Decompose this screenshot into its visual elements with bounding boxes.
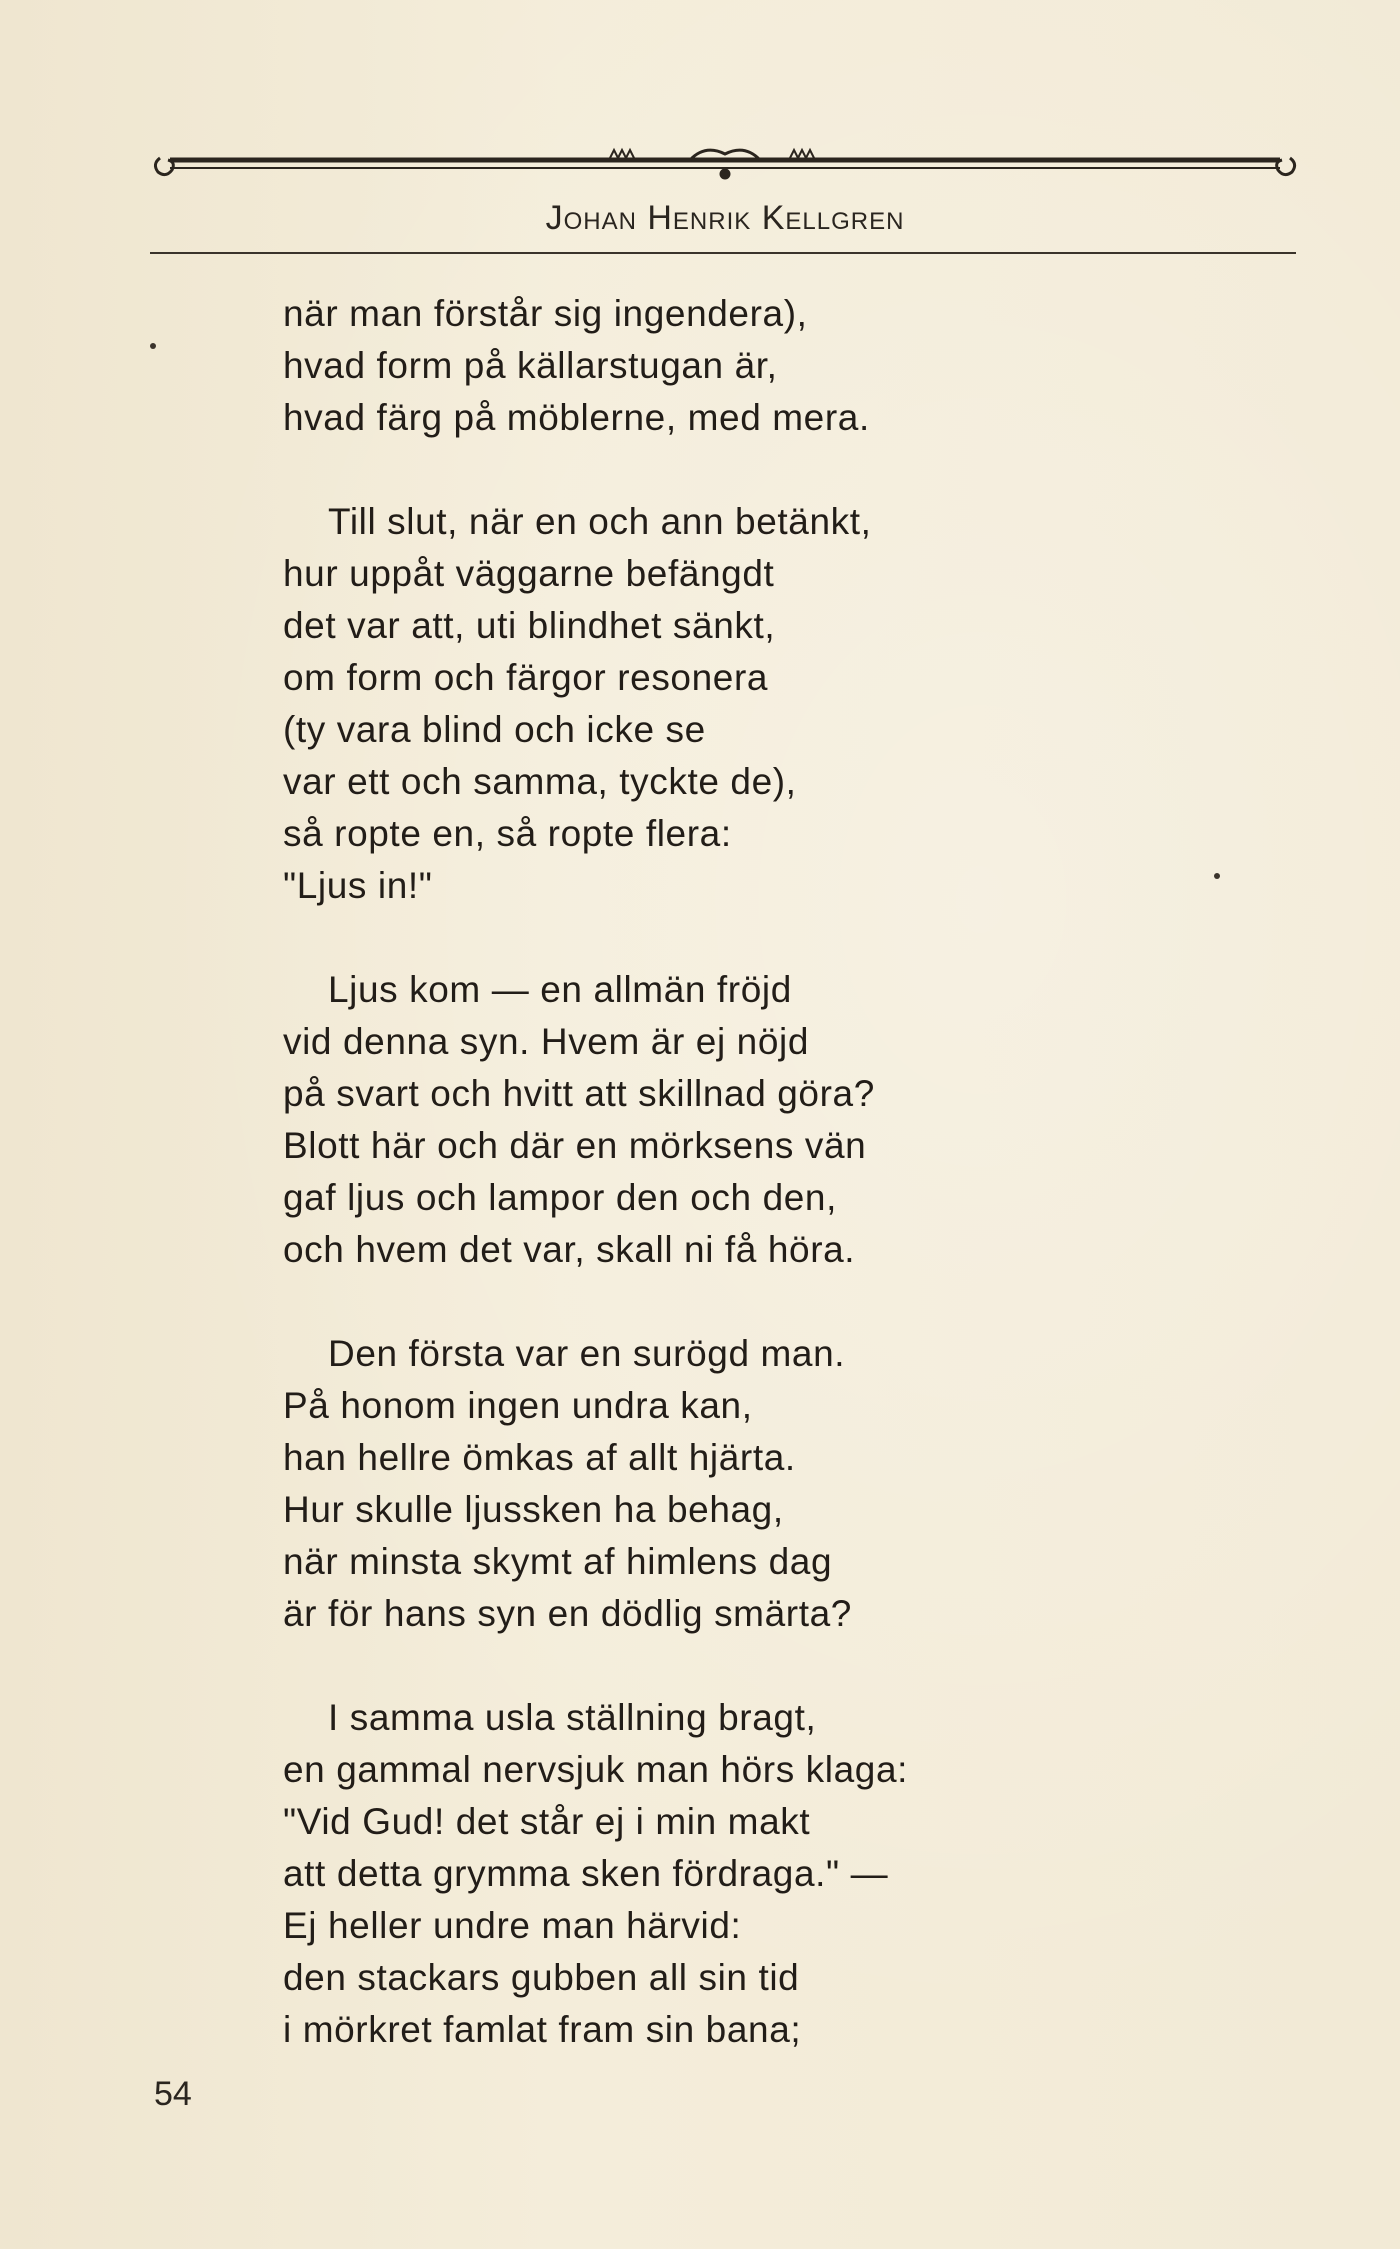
stanza-break <box>283 1276 1083 1328</box>
header-rule <box>150 252 1296 254</box>
verse-line: "Vid Gud! det står ej i min makt <box>283 1801 811 1842</box>
verse-line: hvad form på källarstugan är, <box>283 345 778 386</box>
header-ornament <box>150 140 1300 190</box>
running-head-text: Johan Henrik Kellgren <box>545 199 905 237</box>
verse-line: hvad färg på möblerne, med mera. <box>283 397 870 438</box>
verse-line: Blott här och där en mörksens vän <box>283 1125 867 1166</box>
verse-line: vid denna syn. Hvem är ej nöjd <box>283 1021 809 1062</box>
verse-line: Den första var en surögd man. <box>328 1333 846 1374</box>
verse-line: det var att, uti blindhet sänkt, <box>283 605 776 646</box>
ink-speck <box>1214 873 1220 879</box>
verse-line: om form och färgor resonera <box>283 657 769 698</box>
running-head <box>150 199 1300 238</box>
verse-line: i mörkret famlat fram sin bana; <box>283 2009 802 2050</box>
verse-line: (ty vara blind och icke se <box>283 709 706 750</box>
verse-line: han hellre ömkas af allt hjärta. <box>283 1437 796 1478</box>
stanza-break <box>283 1640 1083 1692</box>
verse-line: hur uppåt väggarne befängdt <box>283 553 775 594</box>
verse-line: en gammal nervsjuk man hörs klaga: <box>283 1749 909 1790</box>
verse-line: I samma usla ställning bragt, <box>328 1697 817 1738</box>
verse-line: och hvem det var, skall ni få höra. <box>283 1229 856 1270</box>
verse-line: Ej heller undre man härvid: <box>283 1905 742 1946</box>
verse-line: när man förstår sig ingendera), <box>283 293 808 334</box>
verse-line: "Ljus in!" <box>283 865 433 906</box>
verse-line: gaf ljus och lampor den och den, <box>283 1177 837 1218</box>
verse-line: Ljus kom — en allmän fröjd <box>328 969 792 1010</box>
stanza-break <box>283 912 1083 964</box>
verse-line: var ett och samma, tyckte de), <box>283 761 797 802</box>
verse-line: så ropte en, så ropte flera: <box>283 813 732 854</box>
poem-text <box>283 288 1083 2056</box>
verse-line: den stackars gubben all sin tid <box>283 1957 800 1998</box>
ink-speck <box>150 343 156 349</box>
verse-line: Till slut, när en och ann betänkt, <box>328 501 872 542</box>
stanza-break <box>283 444 1083 496</box>
page-number: 54 <box>154 2075 192 2113</box>
verse-line: är för hans syn en dödlig smärta? <box>283 1593 852 1634</box>
verse-line: när minsta skymt af himlens dag <box>283 1541 833 1582</box>
verse-line: Hur skulle ljussken ha behag, <box>283 1489 784 1530</box>
verse-line: på svart och hvitt att skillnad göra? <box>283 1073 875 1114</box>
verse-line: På honom ingen undra kan, <box>283 1385 753 1426</box>
verse-line: att detta grymma sken fördraga." — <box>283 1853 889 1894</box>
